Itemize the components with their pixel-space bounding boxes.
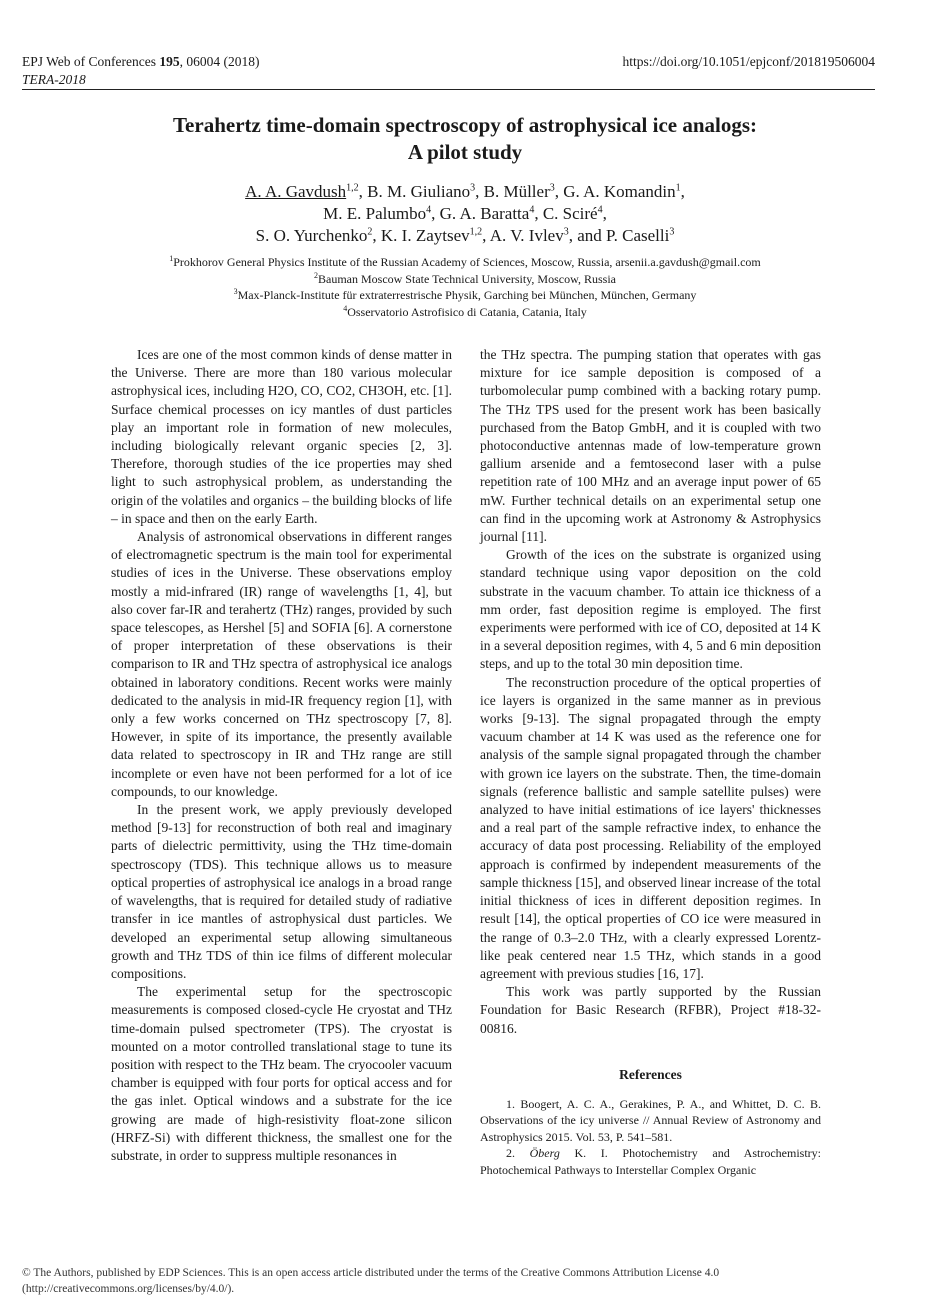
title-line-1: Terahertz time-domain spectroscopy of astrophysical ice analogs: <box>172 113 758 137</box>
author-affiliation: 3 <box>669 226 675 238</box>
running-header-left <box>22 53 260 89</box>
author-name: C. Sciré <box>542 204 598 223</box>
body-paragraph: Ices are one of the most common kinds of dense matter in the Universe. There are more than 180 various molecular astrophysical ices, including H2O, CO, CO2, CH3OH, etc. [1]. Surface chemical processes on icy mantles of dust particles play an important role in formation of new molecules, including biologically relevant organic species [2, 3]. Therefore, thorough studies of the ice properties may shed light to such astrophysical problem, as understanding the origin of the volatiles and organics – the building blocks of life – in space and then on the early Earth. <box>111 347 452 526</box>
journal-volume: 195 <box>159 54 180 69</box>
author-name: A. A. Gavdush <box>245 182 347 201</box>
body-paragraph: The experimental setup for the spectroscopic measurements is composed closed-cycle He cryostat and THz time-domain pulsed spectrometer (TPS). The cryostat is mounted on a motor controlled translational stage to tune its position with respect to the THz beam. The cryocooler vacuum chamber is equipped with four ports for optical access and for the gas inlet. Optical windows and a substrate for the ice growing are made of high-resistivity float-zone silicon (HRFZ-Si) with different thickness, the smallest one for the substrate, in order to suppress multiple resonances in <box>111 984 452 1163</box>
reference-item: 2. Öberg K. I. Photochemistry and Astrochemistry: Photochemical Pathways to Interstellar Complex Organic <box>480 1146 821 1177</box>
author-name: B. Müller <box>483 182 550 201</box>
conference-name: TERA-2018 <box>22 72 86 87</box>
author-affiliation: 1,2 <box>346 182 359 194</box>
affiliation-item: $^3$Max-Planck-Institute für extraterrestrische Physik, Garching bei München, München, Germany <box>233 287 697 302</box>
affiliation-item: $^4$Osservatorio Astrofisico di Catania, Catania, Italy <box>343 303 587 319</box>
author-affiliation: 2 <box>367 226 373 238</box>
license-link[interactable]: (http://creativecommons.org/licenses/by/4.0/). <box>22 1282 235 1295</box>
author-affiliation: 3 <box>563 226 569 238</box>
body-column-left <box>111 346 452 1165</box>
author-name: K. I. Zaytsev <box>380 226 470 245</box>
author-name: S. O. Yurchenko <box>255 226 368 245</box>
body-paragraph-continued: the THz spectra. The pumping station that operates with gas mixture for ice sample deposition is composed of a turbomolecular pump combined with a backing rotary pump. The THz TPS used for the present work has been basically purchased from the Batop GmbH, and it is coupled with two photoconductive antennas made of low-temperature grown gallium arsenide and a femtosecond laser with a pulse repetition rate of 100 MHz and an average input power of 65 mW. Further technical details on an experimental setup one can find in the upcoming work at Astronomy & Astrophysics journal [11]. <box>480 347 821 545</box>
license-footer <box>22 1266 880 1297</box>
author-affiliation: 3 <box>549 182 555 194</box>
acknowledgement-paragraph: This work was partly supported by the Russian Foundation for Basic Research (RFBR), Project #18-32-00816. <box>480 984 821 1036</box>
author-affiliation: 4 <box>426 204 432 216</box>
journal-citation <box>22 53 260 71</box>
author-name: M. E. Palumbo <box>323 204 427 223</box>
author-name: A. V. Ivlev <box>489 226 564 245</box>
header-divider <box>22 89 875 90</box>
references-heading: References <box>619 1066 682 1082</box>
author-name: G. A. Baratta <box>439 204 530 223</box>
body-paragraph: In the present work, we apply previously developed method [9-13] for reconstruction of both real and imaginary parts of dielectric permittivity, using the THz time-domain spectroscopy (TDS). This technique allows us to measure optical properties of astrophysical ice analogs in a broad range of wavelengths, that is required for detailed study of radiative transfer in ice mantles of astrophysical dust particles. We developed an experimental setup allowing simultaneous growth and THz TDS of thin ice films of different molecular compositions. <box>111 802 452 981</box>
affiliation-item: $^2$Bauman Moscow State Technical University, Moscow, Russia <box>313 270 616 286</box>
paper-title <box>0 112 930 166</box>
author-affiliation: 1,2 <box>469 226 483 238</box>
title-line-2: A pilot study <box>407 140 523 164</box>
author-affiliation: 4 <box>529 204 535 216</box>
body-paragraph: Analysis of astronomical observations in different ranges of electromagnetic spectrum is the main tool for experimental studies of ices in the Universe. These observations employ mostly a mid-infrared (IR) range of wavelengths [1, 4], but also cover far-IR and terahertz (THz) ranges, provided by such space telescopes, as Hershel [5] and SOFIA [6]. A cornerstone of proper interpretation of these observations is their comparison to IR and THz spectra of astrophysical ice analogs obtained in laboratory conditions. Recent works were mainly dedicated to the analysis in mid-IR frequency region [1], with only a few works concerned on THz spectroscopy [7, 8]. However, in spite of its importance, the presently available data related to spectroscopy in IR and THz range are still incomplete or even have not been performed for a lot of ice compounds, to our knowledge. <box>111 529 452 799</box>
affiliation-list <box>0 254 930 320</box>
journal-name: EPJ Web of Conferences <box>22 54 157 69</box>
author-list: A. A. Gavdush$^{1,2}$, B. M. Giuliano$^3$, B. Müller$^3$, G. A. Komandin$^1$, M. E. Palumbo$^4$, G. A. Baratta$^4$, C. Sciré$^4$, S. O. Yurchenko$^2$, K. I. Zaytsev$^{1,2}$, A. V. Ivlev$^3$, and P. Caselli$^3$ <box>245 182 685 245</box>
affiliation-item: $^1$Prokhorov General Physics Institute of the Russian Academy of Sciences, Moscow, Russia, arsenii.a.gavdush@gmail.com <box>169 254 761 269</box>
body-paragraph: The reconstruction procedure of the optical properties of ice layers is organized in the same manner as in previous works [9-13]. The signal propagated through the empty vacuum chamber at 14 K was used as the reference one for analysis of the sample signal propagated through the chamber with grown ice layers on the substrate. Then, the time-domain signals (reference ballistic and sample satellite pulses) were analyzed to have initial estimations of ice layers' thicknesses and a real part of the sample refractive index, to enhance the accuracy of data post processing. Reliability of the employed approach is confirmed by independent measurements of the sample thickness [15], and observed linear increase of the total initial thickness of ices in different deposition regimes. In result [14], the optical properties of CO ice were measured in the range of 0.3–2.0 THz, with a clearly expressed Lorentz-like peak centered near 1.5 THz, which stands in a good agreement with previous studies [16, 17]. <box>480 674 821 981</box>
author-affiliation: 1 <box>675 182 681 194</box>
license-text: © The Authors, published by EDP Sciences. This is an open access article distributed under the terms of the Creative Commons Attribution License 4.0 <box>22 1267 720 1279</box>
author-affiliation: 4 <box>597 204 603 216</box>
doi-link[interactable]: https://doi.org/10.1051/epjconf/201819506004 <box>622 54 875 69</box>
body-paragraph: Growth of the ices on the substrate is organized using standard technique using vapor deposition on the cold substrate in the vacuum chamber. To attain ice thickness of a mm order, fast deposition regime is employed. The first experiments were performed with ice of CO, deposited at 14 K in a several deposition regimes, with 4, 5 and 6 min deposition steps, and up to the total 30 min deposition time. <box>480 547 821 672</box>
author-conjunction: and <box>577 226 602 245</box>
author-affiliation: 3 <box>470 182 476 194</box>
article-number: , 06004 (2018) <box>179 54 260 69</box>
reference-author: Öberg <box>529 1146 560 1161</box>
author-name: G. A. Komandin <box>563 182 676 201</box>
body-column-right <box>480 346 821 1178</box>
reference-item: 1. Boogert, A. C. A., Gerakines, P. A., and Whittet, D. C. B. Observations of the icy universe // Annual Review of Astronomy and Astrophysics 2015. Vol. 53, P. 541–581. <box>480 1096 821 1144</box>
author-name: P. Caselli <box>606 226 670 245</box>
author-name: B. M. Giuliano <box>367 182 471 201</box>
